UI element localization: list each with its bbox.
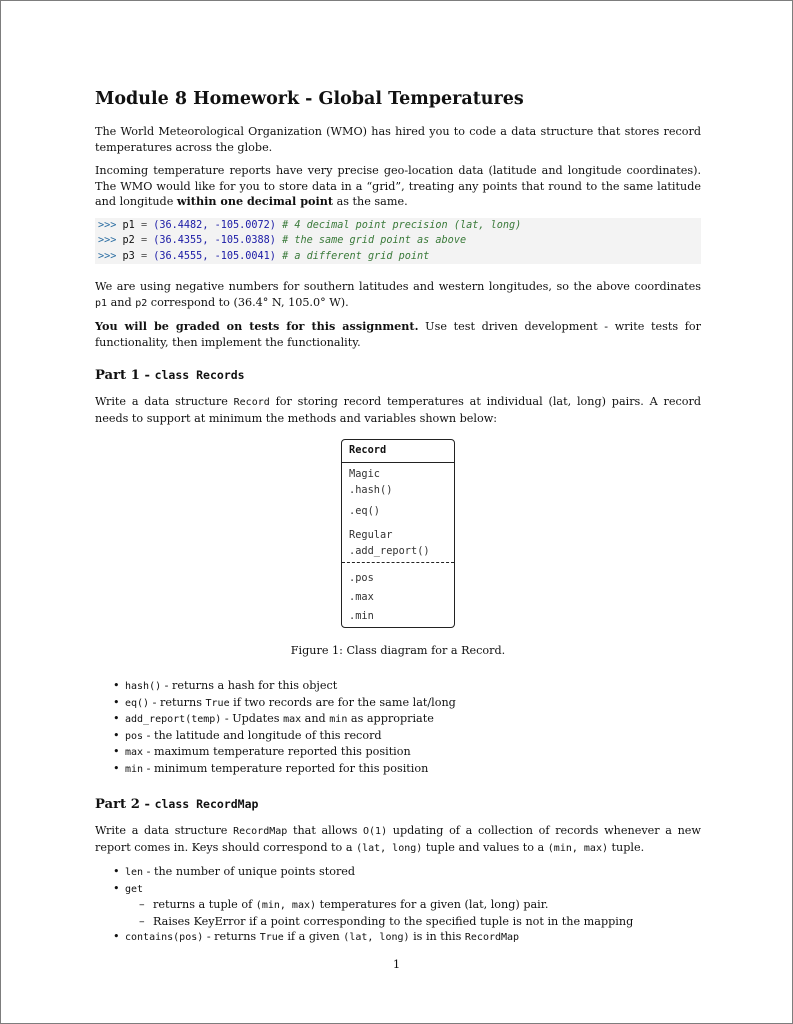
code-line: >>> p2 = (36.4355, -105.0388) # the same grid point as above: [98, 235, 467, 246]
document-content: [95, 88, 701, 964]
list-item: • max - maximum temperature reported this position: [125, 744, 701, 761]
diagram-variables: .pos .max .min: [342, 562, 454, 627]
record-class-diagram: [341, 439, 455, 628]
list-item: • contains(pos) - returns True if a given (lat, long) is in this RecordMap: [125, 929, 701, 946]
intro-paragraph: The World Meteorological Organization (WMO) has hired you to code a data structure that stores record temperatures across the globe.: [95, 125, 701, 154]
coordinates-paragraph: We are using negative numbers for southern latitudes and western longitudes, so the above coordinates p1 and p2 correspond to (36.4° N, 105.0° W).: [95, 280, 701, 309]
code-line: >>> p3 = (36.4555, -105.0041) # a different grid point: [98, 250, 430, 262]
list-item: • pos - the latitude and longitude of this record: [125, 728, 701, 745]
list-item: – Raises KeyError if a point corresponding to the specified tuple is not in the mapping: [153, 914, 701, 930]
list-item: • eq() - returns True if two records are for the same lat/long: [125, 695, 701, 712]
code-example: [95, 218, 701, 265]
part2-paragraph: Write a data structure RecordMap that allows O(1) updating of a collection of records whenever a new report comes in. Keys should correspond to a (lat, long) tuple and values to a (min, max) tuple.: [95, 824, 702, 854]
list-item: – returns a tuple of (min, max) temperatures for a given (lat, long) pair.: [153, 897, 701, 914]
figure-caption: Figure 1: Class diagram for a Record.: [290, 643, 506, 657]
record-bullet-list: [95, 678, 701, 777]
part1-heading: Part 1 - class Records: [95, 368, 245, 383]
page-number: 1: [392, 957, 401, 971]
grading-paragraph: You will be graded on tests for this assignment. Use test driven development - write tests for functionality, then implement the functionality.: [95, 319, 701, 349]
get-sub-list: [125, 897, 701, 929]
diagram-title: Record: [342, 440, 454, 463]
grid-paragraph: Incoming temperature reports have very precise geo-location data (latitude and longitude coordinates). The WMO would like for you to store data in a “grid”, treating any points that round to the same latitude and longitude within one decimal point as the same.: [95, 164, 701, 208]
list-item: • hash() - returns a hash for this object: [125, 678, 701, 695]
list-item: • min - minimum temperature reported for this position: [125, 761, 701, 778]
page-title: Module 8 Homework - Global Temperatures: [95, 89, 524, 109]
recordmap-bullet-list: [95, 864, 701, 946]
part1-paragraph: Write a data structure Record for storing record temperatures at individual (lat, long) pairs. A record needs to support at minimum the methods and variables shown below:: [95, 395, 702, 425]
part2-heading: Part 2 - class RecordMap: [95, 797, 259, 812]
diagram-methods: Magic .hash() .eq() Regular .add_report(): [349, 467, 430, 557]
code-line: >>> p1 = (36.4482, -105.0072) # 4 decimal point precision (lat, long): [98, 219, 522, 231]
list-item: • len - the number of unique points stored: [125, 864, 701, 881]
list-item: • add_report(temp) - Updates max and min as appropriate: [125, 711, 701, 728]
list-item: • get – returns a tuple of (min, max) temperatures for a given (lat, long) pair. – Raises KeyError if a point corresponding to the specified tuple is not in the mapping: [125, 881, 701, 930]
